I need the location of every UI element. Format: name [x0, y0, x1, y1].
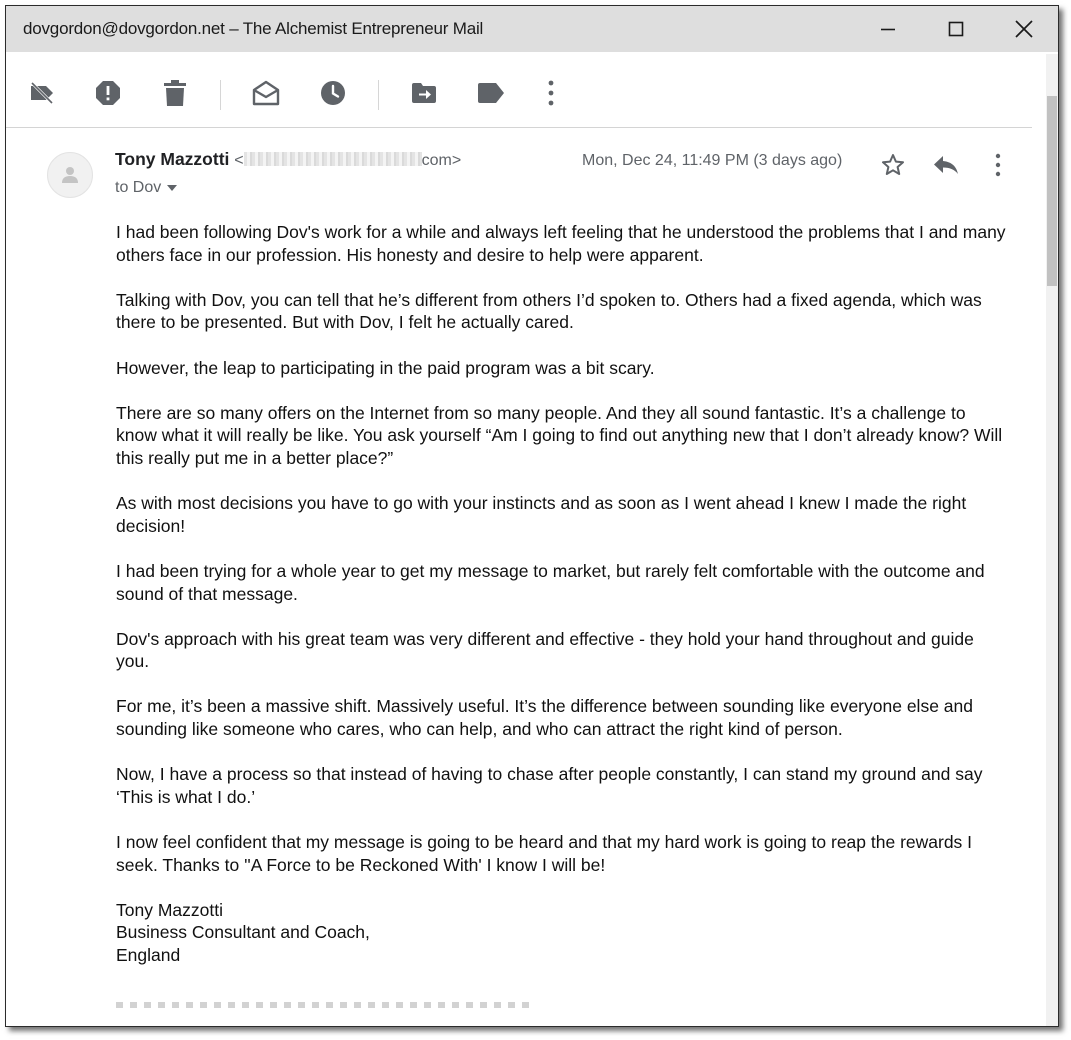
body-paragraph: I had been trying for a whole year to get my message to market, but rarely felt comfortable with the outcome and sound of that message.	[116, 560, 985, 604]
snooze-button[interactable]	[318, 78, 348, 108]
more-vertical-icon	[994, 153, 1002, 177]
reply-icon	[933, 155, 959, 175]
sender-email: < com>	[234, 152, 462, 169]
minimize-button[interactable]	[854, 6, 922, 52]
body-paragraph: There are so many offers on the Internet from so many people. And they all sound fantastic. It’s a challenge to know what it will really be like. You ask yourself “Am I going to find out anything new that I don’t already know? Will this really put me in a better place?”	[116, 402, 1003, 468]
sender-line	[115, 149, 461, 170]
sender-avatar[interactable]	[47, 152, 93, 198]
minimize-icon	[880, 21, 896, 37]
window-controls	[854, 6, 1058, 52]
signature-block	[116, 899, 1006, 967]
star-button[interactable]	[878, 150, 908, 180]
star-icon	[881, 153, 905, 177]
redacted-email	[244, 152, 422, 166]
body-paragraph: For me, it’s been a massive shift. Massively useful. It’s the difference between sounding like everyone else and sounding like someone who cares, who can help, and who can attract the right kind of person.	[116, 696, 973, 740]
report-spam-icon	[95, 80, 121, 106]
mark-unread-button[interactable]	[251, 78, 281, 108]
message-toolbar	[6, 52, 1058, 132]
move-to-button[interactable]	[409, 78, 439, 108]
move-to-icon	[411, 82, 437, 104]
window-title: dovgordon@dovgordon.net – The Alchemist Entrepreneur Mail	[23, 19, 484, 38]
signature-name: Tony Mazzotti	[116, 899, 223, 920]
body-paragraph: As with most decisions you have to go with your instincts and as soon as I went ahead I knew I made the right decision!	[116, 493, 967, 536]
snooze-icon	[320, 80, 346, 106]
more-vertical-icon	[547, 80, 555, 106]
close-icon	[1015, 20, 1033, 38]
body-paragraph: Dov's approach with his great team was very different and effective - they hold your hand throughout and guide you.	[116, 628, 974, 672]
body-paragraph: I had been following Dov's work for a while and always left feeling that he understood the problems that I and many others face in our profession. His honesty and desire to help were apparent.	[116, 222, 1006, 265]
remove-label-button[interactable]	[27, 78, 57, 108]
chevron-down-icon	[167, 185, 177, 191]
body-paragraph: Now, I have a process so that instead of having to chase after people constantly, I can stand my ground and say ‘This is what I do.’	[116, 764, 983, 807]
message-date: Mon, Dec 24, 11:49 PM (3 days ago)	[582, 152, 843, 169]
delete-button[interactable]	[160, 78, 190, 108]
more-options-button[interactable]	[536, 78, 566, 108]
signature-location: England	[116, 945, 181, 965]
maximize-icon	[948, 21, 964, 37]
cropped-text-remnant	[116, 1002, 536, 1008]
label-off-icon	[29, 82, 55, 104]
mark-unread-icon	[252, 80, 280, 106]
labels-icon	[477, 82, 505, 104]
body-paragraph: Talking with Dov, you can tell that he’s different from others I’d spoken to. Others had a fixed agenda, which was there to be presented. But with Dov, I felt he actually cared.	[116, 289, 982, 333]
message-more-button[interactable]	[983, 150, 1013, 180]
recipient-label: to Dov	[115, 179, 162, 196]
labels-button[interactable]	[476, 78, 506, 108]
message-body	[116, 221, 1006, 967]
reply-button[interactable]	[931, 150, 961, 180]
body-paragraph: However, the leap to participating in the paid program was a bit scary.	[116, 357, 655, 378]
person-icon	[60, 165, 80, 185]
toolbar-separator	[220, 80, 221, 110]
title-bar	[6, 6, 1058, 52]
scrollbar-thumb[interactable]	[1047, 96, 1057, 286]
recipient-details-toggle[interactable]	[115, 179, 177, 197]
toolbar-separator	[378, 80, 379, 110]
signature-title: Business Consultant and Coach,	[116, 922, 370, 943]
report-spam-button[interactable]	[93, 78, 123, 108]
delete-icon	[164, 80, 186, 106]
mail-window	[5, 5, 1059, 1027]
maximize-button[interactable]	[922, 6, 990, 52]
body-paragraph: I now feel confident that my message is going to be heard and that my hard work is going to reap the rewards I seek. Thanks to ''A Force to be Reckoned With' I know I will be!	[116, 832, 973, 875]
toolbar-divider	[6, 127, 1032, 128]
sender-name[interactable]: Tony Mazzotti	[115, 149, 230, 169]
close-button[interactable]	[990, 6, 1058, 52]
